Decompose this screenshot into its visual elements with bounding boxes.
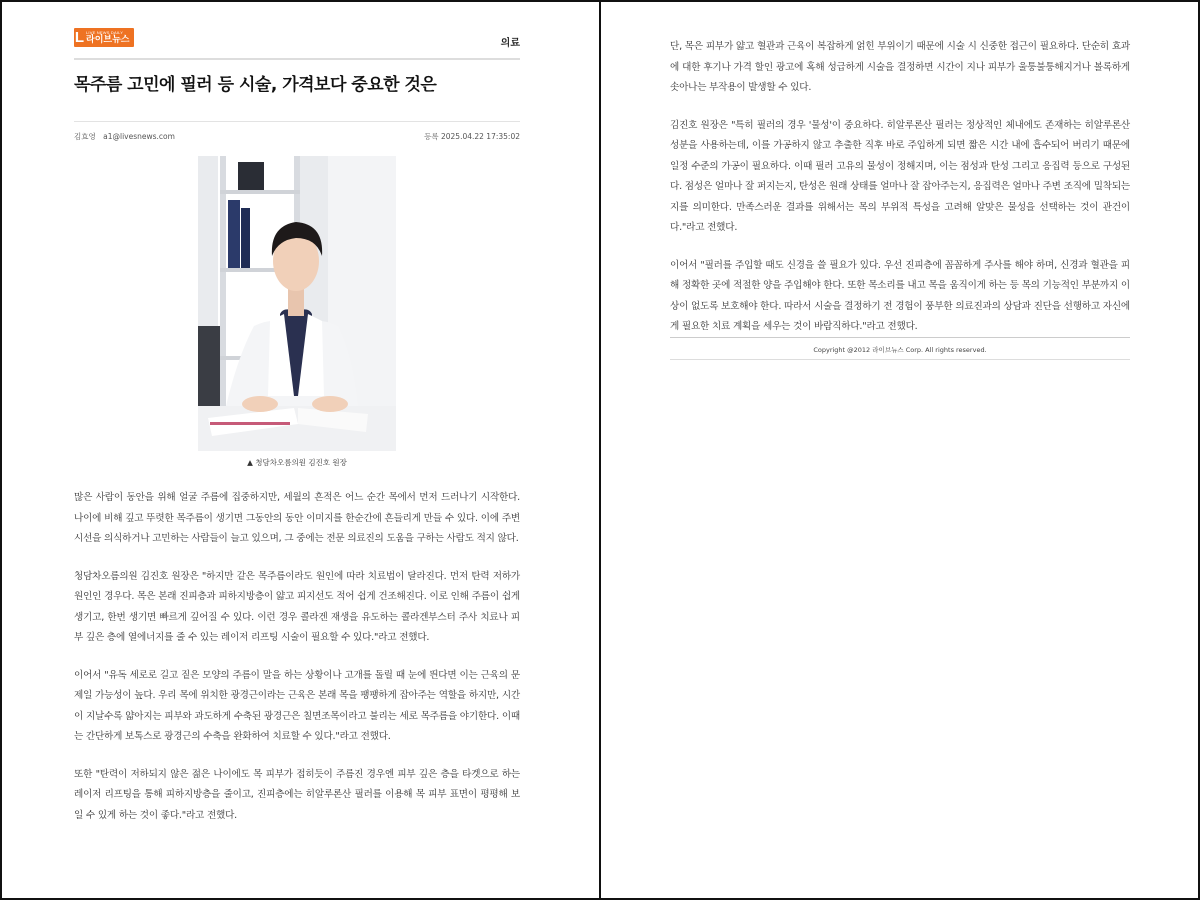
byline (74, 131, 520, 142)
paragraph: 또한 "탄력이 저하되지 않은 젊은 나이에도 목 피부가 접히듯이 주름진 경우엔 피부 깊은 층을 타겟으로 하는 레이저 리프팅을 통해 피하지방층을 줄이고, 진피층에는 히알루론산 필러를 이용해 목 피부 표면이 평평해 보일 수 있게 하는 것이 좋다."라고 전했다. (74, 768, 520, 821)
article-body-left (74, 488, 520, 843)
photo-caption: ▲ 청담차오름의원 김진호 원장 (247, 458, 347, 467)
article-headline: 목주름 고민에 필러 등 시술, 가격보다 중요한 것은 (74, 75, 437, 95)
headline-rule (74, 121, 520, 122)
doctor-photo (198, 156, 396, 451)
logo-name: 라이브뉴스 (86, 34, 130, 45)
footer-rule-bottom (670, 359, 1130, 360)
logo-letter: L (74, 29, 85, 46)
site-logo[interactable] (74, 28, 134, 47)
section-label[interactable]: 의료 (500, 38, 520, 49)
copyright-notice: Copyright @2012 라이브뉴스 Corp. All rights reserved. (813, 346, 987, 354)
paragraph: 단, 목은 피부가 얇고 혈관과 근육이 복잡하게 얽힌 부위이기 때문에 시술 시 신중한 접근이 필요하다. 단순히 효과에 대한 후기나 가격 할인 광고에 혹해 성급하게 시술을 결정하면 시간이 지나 피부가 울퉁불퉁해지거나 볼록하게 솟아나는 부작용이 발생할 수 있다. (670, 41, 1130, 93)
author-email[interactable]: a1@livesnews.com (103, 132, 175, 141)
author-name: 김효영 (74, 132, 96, 141)
masthead (74, 28, 520, 50)
publish-date: 2025.04.22 17:35:02 (440, 132, 520, 141)
article-body-right (670, 37, 1130, 355)
logo-tagline: LIVE NEWS DAILY (86, 29, 124, 35)
paragraph: 많은 사람이 동안을 위해 얼굴 주름에 집중하지만, 세월의 흔적은 어느 순간 목에서 먼저 드러나기 시작한다. 나이에 비해 깊고 뚜렷한 목주름이 생기면 그동안의 동안 이미지를 한순간에 흔들리게 만들 수 있다. 이에 주변 시선을 의식하거나 고민하는 사람들이 늘고 있으며, 그 중에는 전문 의료진의 도움을 구하는 사람도 적지 않다. (74, 492, 520, 544)
paragraph: 이어서 "필러를 주입할 때도 신경을 쓸 필요가 있다. 우선 진피층에 꼼꼼하게 주사를 해야 하며, 신경과 혈관을 피해 정확한 곳에 적절한 양을 주입해야 한다. 또한 목소리를 내고 목을 움직이게 하는 등 목의 기능적인 부분까지 이상이 없도록 보호해야 한다. 따라서 시술을 결정하기 전 경험이 풍부한 의료진과의 상담과 진단을 선행하고 자신에게 필요한 치료 계획을 세우는 것이 바람직하다."라고 전했다. (670, 259, 1130, 332)
date-label: 등록 (424, 132, 439, 141)
paragraph: 청담차오름의원 김진호 원장은 "하지만 같은 목주름이라도 원인에 따라 치료법이 달라진다. 먼저 탄력 저하가 원인인 경우다. 목은 본래 진피층과 피하지방층이 얇고 피지선도 적어 쉽게 건조해진다. 이로 인해 주름이 쉽게 생기고, 한번 생기면 빠르게 깊어질 수 있다. 이런 경우 콜라겐 재생을 유도하는 콜라겐부스터 주사 치료나 피부 깊은 층에 열에너지를 줄 수 있는 레이저 리프팅 시술이 필요할 수 있다."라고 전했다. (74, 570, 520, 643)
paragraph: 이어서 "유독 세로로 길고 짙은 모양의 주름이 말을 하는 상황이나 고개를 돌릴 때 눈에 띈다면 이는 근육의 문제일 가능성이 높다. 우리 목에 위치한 광경근이라는 근육은 본래 목을 팽팽하게 잡아주는 역할을 하지만, 시간이 지날수록 얇아지는 피부와 과도하게 수축된 광경근은 칠면조목이라고 불리는 세로 목주름을 야기한다. 이때는 간단하게 보톡스로 광경근의 수축을 완화하여 치료할 수 있다."라고 전했다. (74, 669, 520, 742)
paragraph: 김진호 원장은 "특히 필러의 경우 '물성'이 중요하다. 히알루론산 필러는 정상적인 체내에도 존재하는 히알루론산 성분을 사용하는데, 이를 가공하지 않고 추출한 직후 바로 주입하게 되면 짧은 시간 내에 흡수되어 버리기 때문에 일정 수준의 가공이 필요하다. 이때 필러 고유의 물성이 정해지며, 이는 점성과 탄성 그리고 응집력 등으로 구성된다. 점성은 얼마나 잘 퍼지는지, 탄성은 원래 상태를 얼마나 잘 잡아주는지, 응집력은 얼마나 주변 조직에 밀착되는지를 의미한다. 만족스러운 결과를 위해서는 목의 부위적 특성을 고려해 알맞은 물성을 선택하는 것이 관건이다."라고 전했다. (670, 119, 1130, 233)
page-divider (599, 0, 601, 900)
footer-rule-top (670, 337, 1130, 338)
header-rule (74, 58, 520, 60)
